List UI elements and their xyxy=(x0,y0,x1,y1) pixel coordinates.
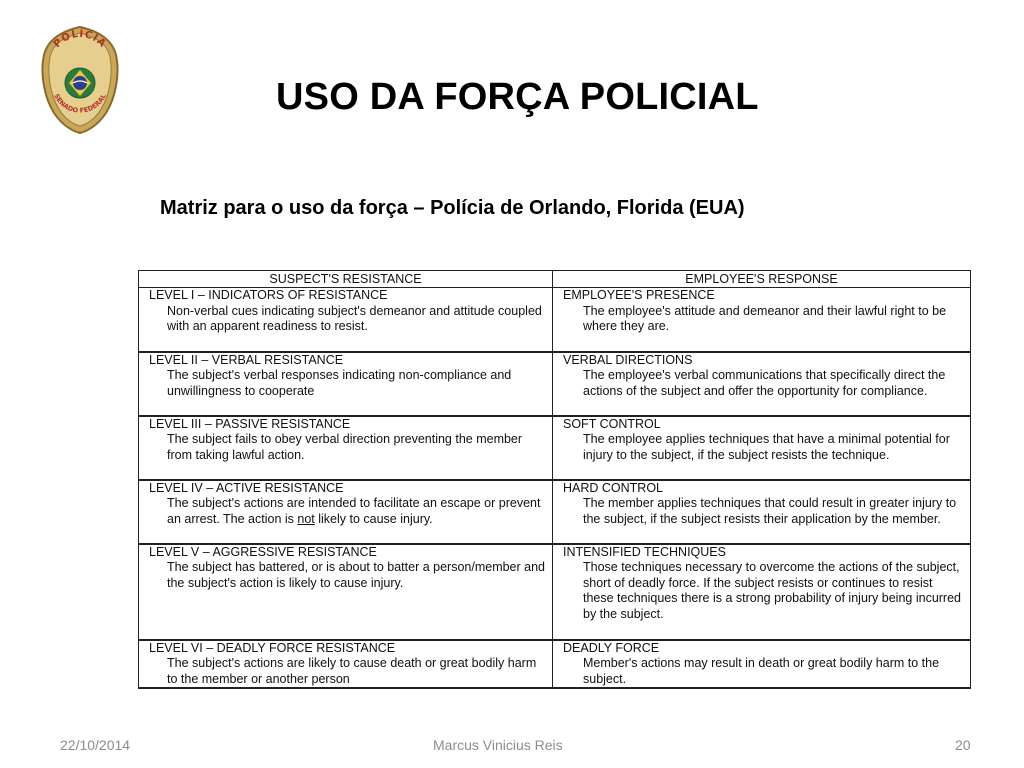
table-row xyxy=(139,352,971,416)
footer-author: Marcus Vinicius Reis xyxy=(433,737,563,753)
level-description-part: The subject's actions are intended to facilitate an escape or prevent an arrest. The action is xyxy=(167,496,541,526)
svg-text:SENADO FEDERAL: SENADO FEDERAL xyxy=(52,92,108,115)
suspect-cell xyxy=(139,544,553,640)
response-cell xyxy=(553,416,971,480)
response-title: DEADLY FORCE xyxy=(563,640,660,655)
header-employees-response: EMPLOYEE'S RESPONSE xyxy=(553,271,971,288)
suspect-cell xyxy=(139,352,553,416)
level-description: The subject has battered, or is about to batter a person/member and the subject's action is likely to cause injury. xyxy=(167,560,545,590)
response-title: SOFT CONTROL xyxy=(563,416,661,431)
footer-page-number: 20 xyxy=(955,737,971,753)
level-description: The subject fails to obey verbal direction preventing the member from taking lawful action. xyxy=(167,432,523,462)
suspect-cell xyxy=(139,416,553,480)
response-description: The employee applies techniques that have a minimal potential for injury to the subject, if the subject resists the technique. xyxy=(583,432,950,462)
response-description: Member's actions may result in death or great bodily harm to the subject. xyxy=(583,656,940,686)
response-description: The member applies techniques that could result in greater injury to the subject, if the subject resists their application by the member. xyxy=(583,496,957,526)
response-title: VERBAL DIRECTIONS xyxy=(563,352,693,367)
response-cell xyxy=(553,544,971,640)
level-description-part: likely to cause injury. xyxy=(314,511,433,526)
header-suspects-resistance: SUSPECT'S RESISTANCE xyxy=(139,271,553,288)
response-cell xyxy=(553,480,971,544)
svg-text:POLÍCIA: POLÍCIA xyxy=(51,28,109,51)
policia-senado-badge-logo xyxy=(40,25,120,135)
level-title: LEVEL II – VERBAL RESISTANCE xyxy=(149,352,344,367)
response-description: Those techniques necessary to overcome the actions of the subject, short of deadly force. If the subject resists or continues to resist these techniques there is a strong probability of injury being incurred by the subject. xyxy=(583,560,961,621)
table-row xyxy=(139,544,971,640)
slide-subtitle: Matriz para o uso da força – Polícia de Orlando, Florida (EUA) xyxy=(160,197,745,219)
table-header-row xyxy=(139,271,971,288)
level-description xyxy=(147,496,546,527)
slide-title: USO DA FORÇA POLICIAL xyxy=(276,76,759,118)
response-title: HARD CONTROL xyxy=(563,480,664,495)
response-cell xyxy=(553,288,971,352)
level-title: LEVEL VI – DEADLY FORCE RESISTANCE xyxy=(149,640,396,655)
force-matrix-table xyxy=(138,270,971,689)
level-title: LEVEL I – INDICATORS OF RESISTANCE xyxy=(149,288,388,302)
level-description: The subject's actions are likely to cause death or great bodily harm to the member or another person xyxy=(167,656,537,686)
response-cell xyxy=(553,640,971,689)
level-description: Non-verbal cues indicating subject's demeanor and attitude coupled with an apparent readiness to resist. xyxy=(167,303,542,334)
response-title: EMPLOYEE'S PRESENCE xyxy=(563,288,715,302)
footer-date: 22/10/2014 xyxy=(60,737,131,753)
level-description: The subject's verbal responses indicating non-compliance and unwillingness to cooperate xyxy=(167,368,512,398)
table-row xyxy=(139,416,971,480)
response-title: INTENSIFIED TECHNIQUES xyxy=(563,544,726,559)
table-row xyxy=(139,640,971,689)
table-row xyxy=(139,288,971,352)
suspect-cell xyxy=(139,288,553,352)
table-row xyxy=(139,480,971,544)
response-description: The employee's attitude and demeanor and their lawful right to be where they are. xyxy=(583,303,947,334)
suspect-cell xyxy=(139,640,553,689)
emphasis-not: not xyxy=(297,511,315,526)
level-title: LEVEL IV – ACTIVE RESISTANCE xyxy=(149,480,344,495)
suspect-cell xyxy=(139,480,553,544)
level-title: LEVEL V – AGGRESSIVE RESISTANCE xyxy=(149,544,377,559)
response-cell xyxy=(553,352,971,416)
level-title: LEVEL III – PASSIVE RESISTANCE xyxy=(149,416,351,431)
response-description: The employee's verbal communications that specifically direct the actions of the subject and offer the opportunity for compliance. xyxy=(583,368,946,398)
